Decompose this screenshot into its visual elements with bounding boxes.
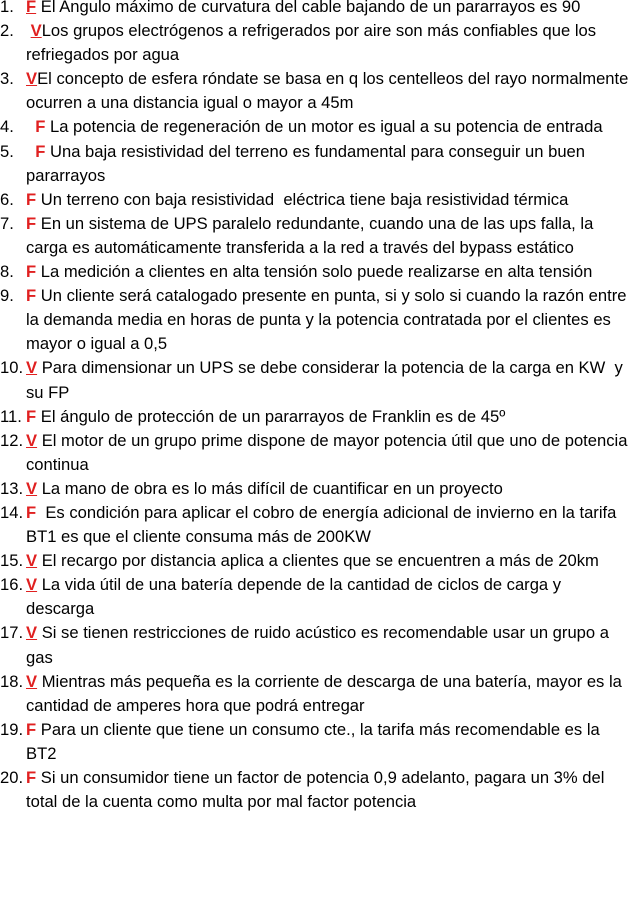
list-item <box>0 501 634 549</box>
item-statement: Para dimensionar un UPS se debe considerar la potencia de la carga en KW y su FP <box>26 358 628 402</box>
list-item <box>0 670 634 718</box>
item-body <box>26 718 634 766</box>
item-number: 18. <box>0 671 24 691</box>
item-number: 3. <box>0 69 14 89</box>
item-body <box>26 0 634 19</box>
item-number: 7. <box>0 213 14 233</box>
item-body <box>26 115 634 139</box>
item-number: 1. <box>0 0 14 16</box>
answer-false-mark: F <box>26 189 37 209</box>
item-number: 17. <box>0 623 24 643</box>
list-item <box>0 284 634 356</box>
item-statement: En un sistema de UPS paralelo redundante, cuando una de las ups falla, la carga es automáticamente transferida a la red a través del bypass estático <box>26 213 598 257</box>
item-indent <box>26 142 35 161</box>
item-statement: Mientras más pequeña es la corriente de descarga de una batería, mayor es la cantidad de amperes hora que podrá entregar <box>26 671 627 715</box>
list-item <box>0 429 634 477</box>
item-statement: El Angulo máximo de curvatura del cable bajando de un pararrayos es 90 <box>36 0 581 16</box>
list-item <box>0 477 634 501</box>
answer-true-mark: V <box>26 671 38 691</box>
item-number: 2. <box>0 21 14 41</box>
answer-false-mark: F <box>26 406 37 426</box>
item-body <box>26 501 634 549</box>
answer-true-mark: V <box>26 575 38 595</box>
answer-false-mark: F <box>26 0 37 16</box>
item-body <box>26 670 634 718</box>
item-statement: Un cliente será catalogado presente en punta, si y solo si cuando la razón entre la demanda media en horas de punta y la potencia contratada por el clientes es mayor o igual a 0,5 <box>26 286 632 354</box>
answer-false-mark: F <box>26 719 37 739</box>
item-number: 14. <box>0 502 24 522</box>
item-number: 15. <box>0 551 24 571</box>
item-body <box>26 477 634 501</box>
answer-true-mark: V <box>26 623 38 643</box>
answer-false-mark: F <box>26 213 37 233</box>
answer-false-mark: F <box>35 141 46 161</box>
answer-true-mark: V <box>26 430 38 450</box>
list-item <box>0 621 634 669</box>
item-statement: El motor de un grupo prime dispone de mayor potencia útil que uno de potencia continua <box>26 430 633 474</box>
item-indent <box>26 117 35 136</box>
item-statement: La medición a clientes en alta tensión solo puede realizarse en alta tensión <box>36 262 593 282</box>
item-body <box>26 356 634 404</box>
item-number: 11. <box>0 406 22 426</box>
answer-false-mark: F <box>26 768 37 787</box>
item-body <box>26 19 634 67</box>
answer-true-mark: V <box>26 478 38 498</box>
item-body <box>26 260 634 284</box>
item-statement: Una baja resistividad del terreno es fundamental para conseguir un buen pararrayos <box>26 141 590 185</box>
item-body <box>26 284 634 356</box>
item-number: 19. <box>0 719 24 739</box>
item-body <box>26 212 634 260</box>
list-item <box>0 0 634 19</box>
item-number: 16. <box>0 575 24 595</box>
list-item <box>0 19 634 67</box>
item-body <box>26 766 634 814</box>
item-statement: La mano de obra es lo más difícil de cuantificar en un proyecto <box>37 478 503 498</box>
answer-true-mark: V <box>26 69 38 89</box>
item-statement: Para un cliente que tiene un consumo cte., la tarifa más recomendable es la BT2 <box>26 719 605 763</box>
item-statement: Un terreno con baja resistividad eléctrica tiene baja resistividad térmica <box>36 189 569 209</box>
item-statement: El concepto de esfera róndate se basa en q los centelleos del rayo normalmente ocurren a una distancia igual o mayor a 45m <box>26 69 633 113</box>
item-number: 13. <box>0 478 24 498</box>
item-statement: Los grupos electrógenos a refrigerados por aire son más confiables que los refriegados por agua <box>26 21 601 65</box>
list-item <box>0 573 634 621</box>
item-number: 9. <box>0 286 14 306</box>
list-item <box>0 260 634 284</box>
list-item <box>0 549 634 573</box>
item-body <box>26 405 634 429</box>
item-body <box>26 573 634 621</box>
answer-true-mark: V <box>30 21 42 41</box>
item-body <box>26 140 634 188</box>
item-statement: Si un consumidor tiene un factor de potencia 0,9 adelanto, pagara un 3% del total de la cuenta como multa por mal factor potencia <box>26 768 610 812</box>
answer-false-mark: F <box>35 117 46 137</box>
item-number: 6. <box>0 189 14 209</box>
item-statement: Si se tienen restricciones de ruido acústico es recomendable usar un grupo a gas <box>26 623 614 667</box>
list-item <box>0 188 634 212</box>
item-body <box>26 429 634 477</box>
item-statement: El recargo por distancia aplica a clientes que se encuentren a más de 20km <box>37 551 599 571</box>
item-statement: Es condición para aplicar el cobro de energía adicional de invierno en la tarifa BT1 es que el cliente consuma más de 200KW <box>26 502 621 547</box>
item-number: 5. <box>0 141 14 161</box>
answer-false-mark: F <box>26 286 37 306</box>
answer-true-mark: V <box>26 551 38 571</box>
list-item <box>0 356 634 404</box>
item-body <box>26 67 634 115</box>
item-number: 10. <box>0 358 24 378</box>
list-item <box>0 405 634 429</box>
list-item <box>0 115 634 139</box>
list-item <box>0 212 634 260</box>
answer-false-mark: F <box>26 502 37 522</box>
item-number: 8. <box>0 262 14 282</box>
list-item <box>0 766 634 814</box>
item-statement: La vida útil de una batería depende de la cantidad de ciclos de carga y descarga <box>26 575 566 619</box>
item-number: 12. <box>0 430 24 450</box>
item-body <box>26 549 634 573</box>
list-item <box>0 67 634 115</box>
answer-false-mark: F <box>26 262 37 282</box>
item-body <box>26 621 634 669</box>
item-statement: El ángulo de protección de un pararrayos de Franklin es de 45º <box>36 406 506 426</box>
item-statement: La potencia de regeneración de un motor es igual a su potencia de entrada <box>45 117 603 137</box>
list-item <box>0 140 634 188</box>
answer-true-mark: V <box>26 358 38 378</box>
item-number: 20. <box>0 768 24 787</box>
list-item <box>0 718 634 766</box>
item-body <box>26 188 634 212</box>
item-number: 4. <box>0 117 14 137</box>
